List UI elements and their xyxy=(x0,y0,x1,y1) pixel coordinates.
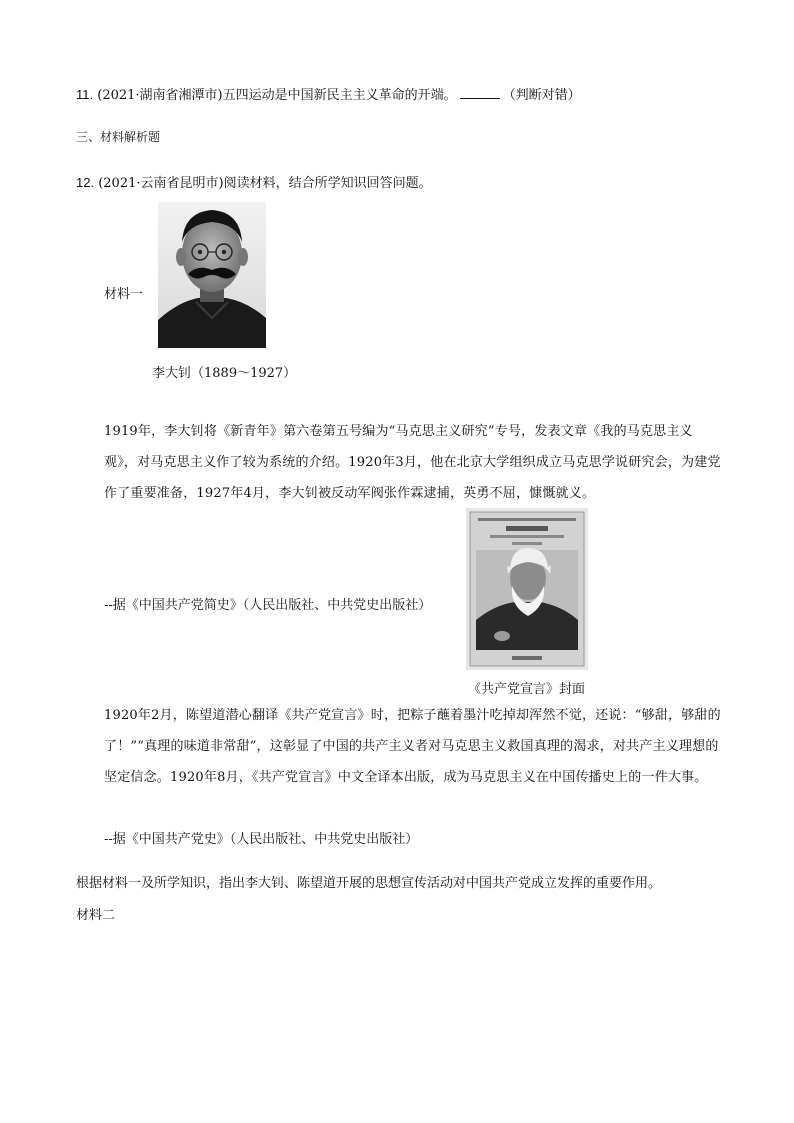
material-source: --据《中国共产党简史》（人民出版社、中共党史出版社） xyxy=(104,598,432,613)
material-label: 材料二 xyxy=(76,908,116,923)
question-text: (2021·湖南省湘潭市)五四运动是中国新民主主义革命的开端。 xyxy=(97,88,457,103)
material-source: --据《中国共产党史》（人民出版社、中共党史出版社） xyxy=(104,832,419,847)
manifesto-cover-caption: 《共产党宣言》封面 xyxy=(468,682,586,697)
manifesto-cover-image xyxy=(466,508,588,670)
question-11 xyxy=(76,84,581,103)
material-label: 材料一 xyxy=(104,287,144,302)
question-text: (2021·云南省昆明市)阅读材料，结合所学知识回答问题。 xyxy=(98,176,432,191)
portrait-caption: 李大钊（1889～1927） xyxy=(152,366,297,381)
portrait-photo xyxy=(158,202,266,348)
question-suffix: （判断对错） xyxy=(502,88,581,103)
answer-blank[interactable] xyxy=(460,86,500,99)
question-number: 12. xyxy=(76,175,95,190)
question-prompt: 根据材料一及所学知识，指出李大钊、陈望道开展的思想宣传活动对中国共产党成立发挥的重要作用。 xyxy=(76,876,662,891)
material-paragraph: 1920年2月，陈望道潜心翻译《共产党宣言》时，把粽子蘸着墨汁吃掉却浑然不觉，还说：“够甜，够甜的了！”“真理的味道非常甜”，这彰显了中国的共产主义者对马克思主义救国真理的渴求，对共产主义理想的坚定信念。1920年8月，《共产党宣言》中文全译本出版，成为马克思主义在中国传播史上的一件大事。 xyxy=(104,708,721,785)
section-heading: 三、材料解析题 xyxy=(76,130,161,144)
material-paragraph: 1919年，李大钊将《新青年》第六卷第五号编为“马克思主义研究”专号，发表文章《我的马克思主义观》，对马克思主义作了较为系统的介绍。1920年3月，他在北京大学组织成立马克思学说研究会，为建党作了重要准备，1927年4月，李大钊被反动军阀张作霖逮捕，英勇不屈，慷慨就义。 xyxy=(104,424,721,501)
question-12 xyxy=(76,172,432,191)
manifesto-cover-photo xyxy=(466,508,588,670)
portrait-image xyxy=(158,202,266,348)
question-number: 11. xyxy=(76,87,94,102)
